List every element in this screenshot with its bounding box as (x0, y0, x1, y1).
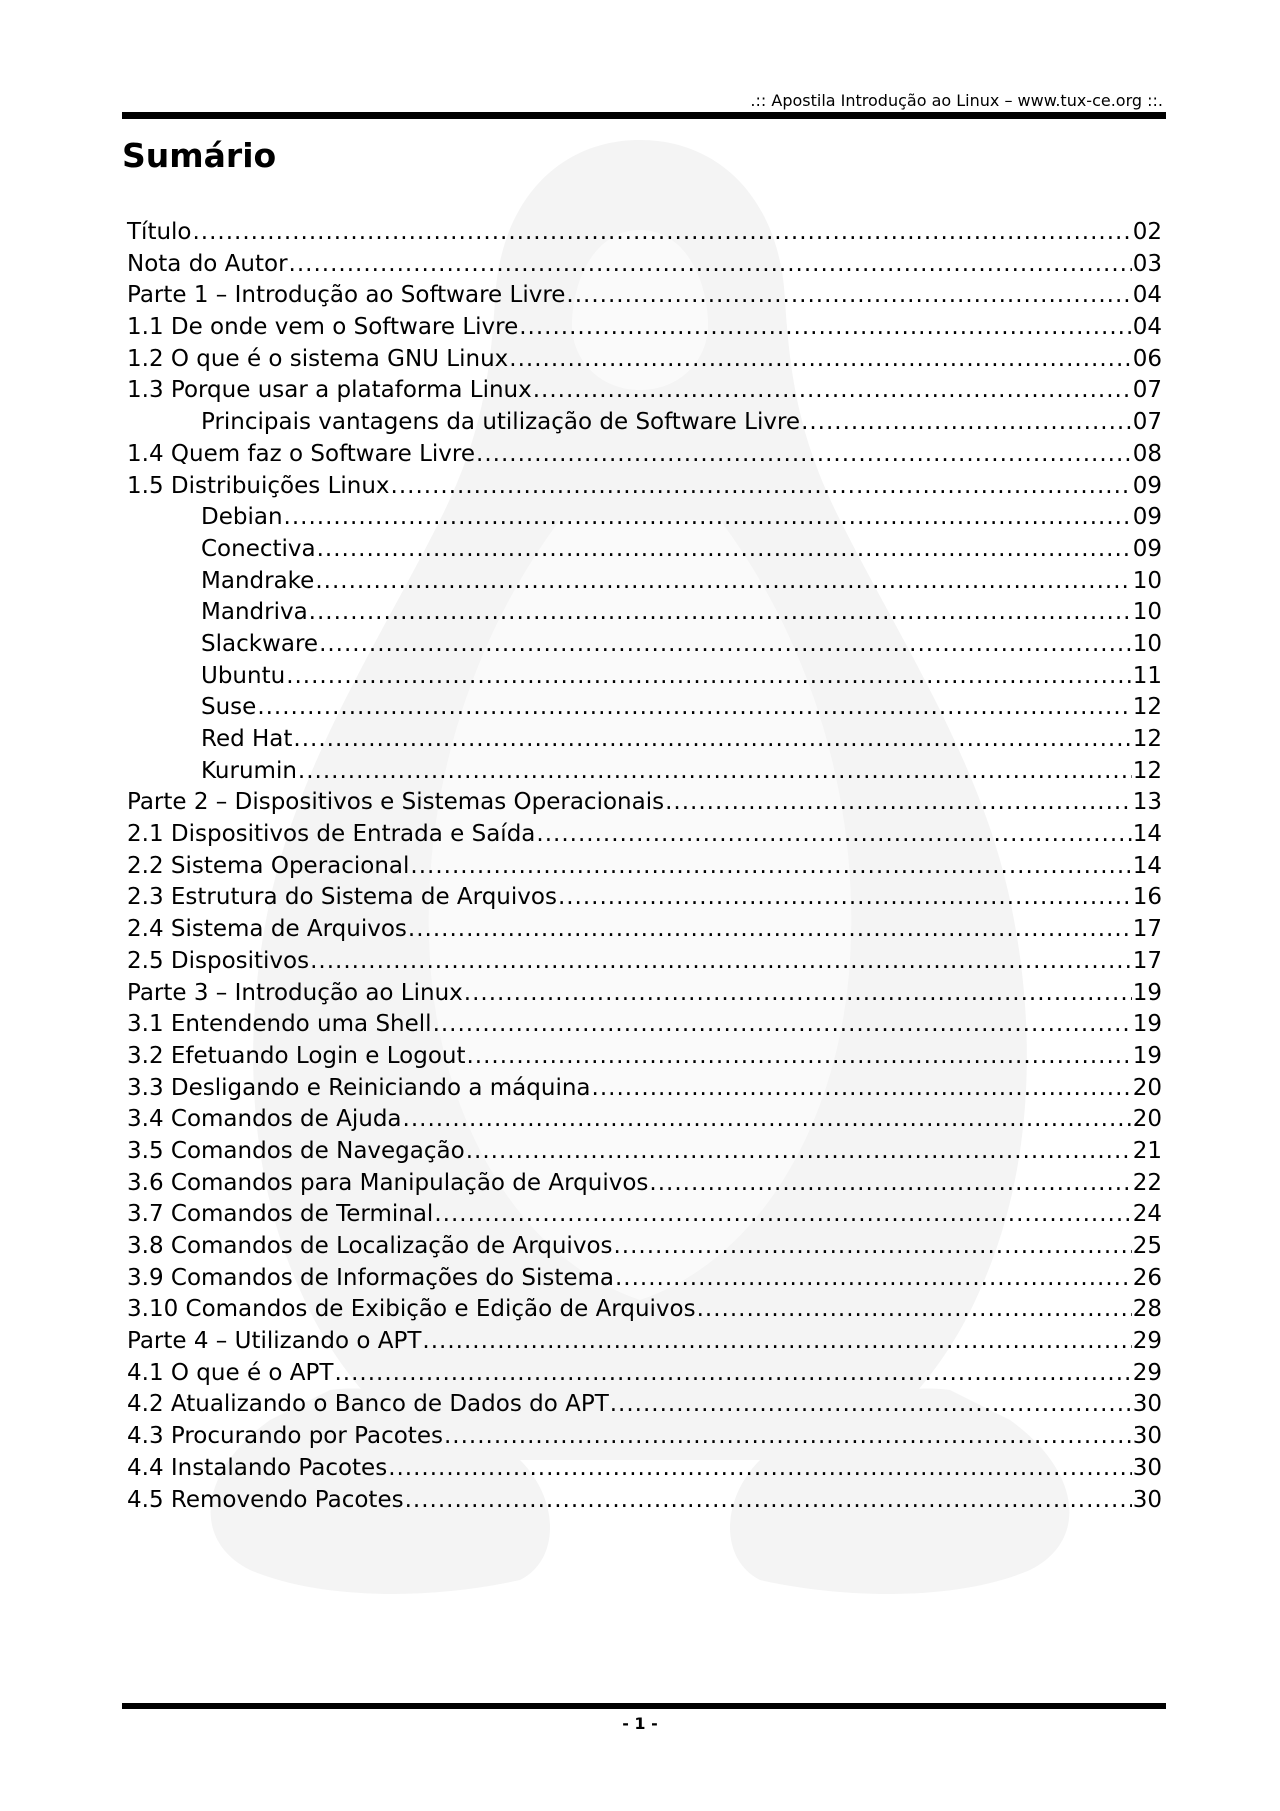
toc-entry[interactable] (127, 312, 1162, 344)
toc-entry-label: 3.7 Comandos de Terminal (127, 1201, 434, 1228)
toc-entry-label: 2.1 Dispositivos de Entrada e Saída (127, 821, 536, 848)
toc-entry[interactable] (127, 914, 1162, 946)
toc-dot-leader (610, 1389, 1132, 1421)
toc-entry-label: Parte 1 – Introdução ao Software Livre (127, 282, 566, 309)
toc-entry-label: 4.4 Instalando Pacotes (127, 1454, 388, 1481)
toc-entry[interactable] (127, 882, 1162, 914)
toc-entry[interactable] (127, 1231, 1162, 1263)
toc-dot-leader (410, 851, 1131, 883)
toc-dot-leader (284, 502, 1132, 534)
page-title: Sumário (122, 136, 277, 175)
toc-entry-page: 10 (1132, 630, 1162, 657)
toc-entry[interactable] (127, 1041, 1162, 1073)
toc-dot-leader (467, 1041, 1132, 1073)
toc-entry-label: 3.2 Efetuando Login e Logout (127, 1042, 466, 1069)
toc-dot-leader (193, 217, 1132, 249)
toc-entry[interactable] (127, 851, 1162, 883)
toc-entry-page: 09 (1132, 472, 1162, 499)
toc-entry-label: 3.8 Comandos de Localização de Arquivos (127, 1233, 613, 1259)
toc-entry-page: 07 (1132, 377, 1162, 404)
toc-entry-page: 12 (1132, 757, 1162, 784)
toc-entry-label: 2.3 Estrutura do Sistema de Arquivos (127, 884, 557, 911)
toc-dot-leader (476, 439, 1132, 471)
toc-entry-label: 1.1 De onde vem o Software Livre (127, 314, 519, 341)
toc-entry-page: 20 (1132, 1106, 1162, 1133)
toc-entry-page: 08 (1132, 440, 1162, 467)
toc-dot-leader (298, 756, 1132, 788)
toc-entry-page: 20 (1132, 1074, 1162, 1101)
toc-entry-label: 4.3 Procurando por Pacotes (127, 1423, 443, 1450)
toc-entry-page: 29 (1132, 1359, 1162, 1386)
toc-entry-label: 2.5 Dispositivos (127, 947, 310, 974)
toc-entry-label: Red Hat (201, 726, 293, 752)
toc-dot-leader (566, 280, 1131, 312)
toc-entry-label: Mandriva (201, 599, 308, 626)
toc-dot-leader (309, 597, 1132, 629)
toc-entry[interactable] (127, 217, 1162, 249)
toc-entry-page: 11 (1132, 662, 1162, 689)
toc-entry-page: 22 (1132, 1169, 1162, 1196)
toc-entry-label: Mandrake (201, 567, 315, 594)
toc-entry-page: 17 (1132, 916, 1162, 943)
toc-entry-label: 4.2 Atualizando o Banco de Dados do APT (127, 1391, 609, 1418)
toc-dot-leader (289, 249, 1132, 281)
toc-entry[interactable] (127, 756, 1162, 788)
toc-entry[interactable] (127, 724, 1162, 756)
toc-dot-leader (615, 1263, 1132, 1295)
toc-dot-leader (434, 1199, 1131, 1231)
toc-dot-leader (293, 724, 1131, 756)
toc-entry[interactable] (127, 692, 1162, 724)
toc-dot-leader (533, 375, 1132, 407)
toc-entry[interactable] (127, 1104, 1162, 1136)
toc-entry[interactable] (127, 1263, 1162, 1295)
toc-entry[interactable] (127, 375, 1162, 407)
toc-dot-leader (649, 1168, 1131, 1200)
toc-entry[interactable] (127, 1389, 1162, 1421)
toc-dot-leader (614, 1231, 1132, 1263)
toc-entry-page: 30 (1132, 1423, 1162, 1450)
toc-entry-page: 24 (1132, 1201, 1162, 1228)
toc-entry[interactable] (127, 344, 1162, 376)
toc-entry-page: 26 (1132, 1264, 1162, 1291)
toc-entry-page: 30 (1132, 1391, 1162, 1418)
toc-dot-leader (317, 534, 1132, 566)
toc-dot-leader (403, 1104, 1132, 1136)
toc-entry-label: 1.5 Distribuições Linux (127, 472, 390, 499)
toc-dot-leader (801, 407, 1132, 439)
toc-entry-page: 30 (1132, 1454, 1162, 1481)
toc-entry[interactable] (127, 787, 1162, 819)
toc-entry-label: 1.2 O que é o sistema GNU Linux (127, 345, 509, 372)
toc-dot-leader (536, 819, 1131, 851)
toc-dot-leader (509, 344, 1131, 376)
toc-entry[interactable] (127, 629, 1162, 661)
toc-dot-leader (334, 1358, 1131, 1390)
toc-entry[interactable] (127, 249, 1162, 281)
toc-entry-page: 21 (1132, 1137, 1162, 1164)
toc-entry-label: 1.3 Porque usar a plataforma Linux (127, 377, 532, 404)
toc-entry-label: Kurumin (201, 757, 297, 784)
toc-entry-label: Suse (201, 694, 257, 721)
toc-entry-page: 13 (1132, 789, 1162, 816)
toc-dot-leader (257, 692, 1131, 724)
toc-entry-label: Conectiva (201, 535, 316, 562)
toc-entry[interactable] (127, 819, 1162, 851)
toc-dot-leader (405, 1485, 1132, 1517)
toc-entry[interactable] (127, 1199, 1162, 1231)
toc-entry-page: 19 (1132, 1042, 1162, 1069)
toc-entry-page: 03 (1132, 250, 1162, 277)
toc-dot-leader (319, 629, 1132, 661)
toc-dot-leader (665, 787, 1132, 819)
toc-entry-label: 3.4 Comandos de Ajuda (127, 1106, 402, 1133)
toc-entry-page: 30 (1132, 1486, 1162, 1513)
toc-entry-page: 25 (1132, 1233, 1162, 1259)
toc-entry-label: 4.1 O que é o APT (127, 1359, 334, 1386)
table-of-contents (127, 217, 1162, 1516)
toc-entry-page: 12 (1132, 694, 1162, 721)
toc-entry-page: 10 (1132, 567, 1162, 594)
toc-entry-label: 3.5 Comandos de Navegação (127, 1137, 465, 1164)
toc-dot-leader (388, 1453, 1132, 1485)
toc-entry-label: Principais vantagens da utilização de Software Livre (201, 409, 801, 436)
toc-entry[interactable] (127, 661, 1162, 693)
toc-dot-leader (310, 946, 1132, 978)
toc-entry-page: 19 (1132, 979, 1162, 1006)
toc-dot-leader (391, 471, 1132, 503)
toc-dot-leader (433, 1009, 1132, 1041)
toc-entry[interactable] (127, 1326, 1162, 1358)
toc-entry[interactable] (127, 280, 1162, 312)
toc-entry[interactable] (127, 471, 1162, 503)
toc-entry[interactable] (127, 597, 1162, 629)
toc-entry[interactable] (127, 534, 1162, 566)
header-rule (122, 112, 1166, 119)
toc-entry-label: Parte 4 – Utilizando o APT (127, 1328, 422, 1355)
toc-dot-leader (466, 1136, 1132, 1168)
toc-entry-page: 19 (1132, 1011, 1162, 1038)
toc-entry[interactable] (127, 1358, 1162, 1390)
toc-dot-leader (464, 978, 1132, 1010)
toc-entry-page: 09 (1132, 535, 1162, 562)
toc-entry-label: Título (127, 219, 192, 245)
toc-entry-label: 3.1 Entendendo uma Shell (127, 1011, 432, 1038)
toc-entry-label: 3.6 Comandos para Manipulação de Arquivos (127, 1169, 649, 1196)
footer-rule (122, 1703, 1166, 1709)
toc-entry-page: 04 (1132, 282, 1162, 309)
toc-entry-page: 28 (1132, 1296, 1162, 1323)
toc-entry-label: Nota do Autor (127, 250, 288, 277)
toc-entry-label: Parte 2 – Dispositivos e Sistemas Operacionais (127, 789, 665, 816)
toc-dot-leader (592, 1073, 1132, 1105)
toc-entry-label: 3.10 Comandos de Exibição e Edição de Arquivos (127, 1296, 696, 1323)
toc-entry-page: 16 (1132, 884, 1162, 911)
toc-entry-label: Slackware (201, 630, 319, 657)
toc-entry-label: 4.5 Removendo Pacotes (127, 1486, 404, 1513)
toc-entry-page: 04 (1132, 314, 1162, 341)
toc-entry[interactable] (127, 1421, 1162, 1453)
toc-entry[interactable] (127, 1485, 1162, 1517)
toc-dot-leader (558, 882, 1132, 914)
toc-dot-leader (444, 1421, 1132, 1453)
toc-entry[interactable] (127, 978, 1162, 1010)
toc-entry[interactable] (127, 1294, 1162, 1326)
toc-entry[interactable] (127, 566, 1162, 598)
toc-entry-page: 17 (1132, 947, 1162, 974)
toc-dot-leader (697, 1294, 1132, 1326)
toc-entry-label: 3.9 Comandos de Informações do Sistema (127, 1264, 614, 1291)
toc-entry-page: 06 (1132, 345, 1162, 372)
toc-entry-page: 12 (1132, 726, 1162, 752)
toc-entry[interactable] (127, 407, 1162, 439)
toc-entry[interactable] (127, 1136, 1162, 1168)
toc-entry-page: 29 (1132, 1328, 1162, 1355)
toc-entry[interactable] (127, 1009, 1162, 1041)
toc-entry-page: 07 (1132, 409, 1162, 436)
toc-entry-page: 14 (1132, 821, 1162, 848)
toc-entry-label: 1.4 Quem faz o Software Livre (127, 440, 476, 467)
toc-dot-leader (408, 914, 1132, 946)
toc-entry-label: Debian (201, 504, 283, 531)
toc-entry[interactable] (127, 1073, 1162, 1105)
toc-entry-label: Parte 3 – Introdução ao Linux (127, 979, 463, 1006)
toc-dot-leader (422, 1326, 1131, 1358)
page-number: - 1 - (622, 1714, 658, 1733)
toc-entry-label: Ubuntu (201, 662, 286, 689)
toc-entry[interactable] (127, 439, 1162, 471)
toc-entry[interactable] (127, 502, 1162, 534)
toc-entry-label: 3.3 Desligando e Reiniciando a máquina (127, 1074, 591, 1101)
toc-entry-page: 09 (1132, 504, 1162, 531)
toc-entry[interactable] (127, 1168, 1162, 1200)
toc-entry-page: 10 (1132, 599, 1162, 626)
toc-entry-page: 02 (1132, 219, 1162, 245)
running-header: .:: Apostila Introdução ao Linux – www.tux-ce.org ::. (750, 91, 1163, 110)
toc-dot-leader (315, 566, 1131, 598)
toc-entry-label: 2.4 Sistema de Arquivos (127, 916, 407, 943)
toc-entry[interactable] (127, 946, 1162, 978)
toc-entry-label: 2.2 Sistema Operacional (127, 852, 410, 879)
toc-entry-page: 14 (1132, 852, 1162, 879)
toc-dot-leader (519, 312, 1131, 344)
toc-dot-leader (286, 661, 1132, 693)
toc-entry[interactable] (127, 1453, 1162, 1485)
